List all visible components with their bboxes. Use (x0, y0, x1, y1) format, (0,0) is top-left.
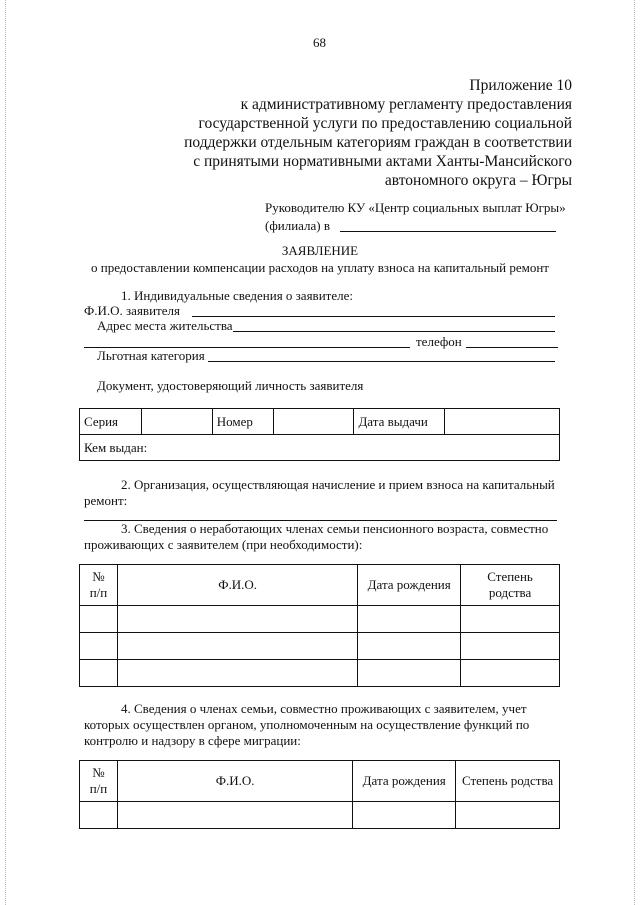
appendix-line: поддержки отдельным категориям граждан в соответствии (184, 134, 572, 151)
table-row (80, 802, 560, 829)
addressee-line-2: (филиала) в (265, 218, 331, 233)
id-document-table (79, 408, 560, 461)
benefit-category-label: Льготная категория (97, 348, 205, 363)
cell[interactable] (117, 633, 357, 660)
id-document-label: Документ, удостоверяющий личность заявителя (97, 378, 364, 393)
phone-label: телефон (416, 334, 462, 349)
benefit-category-field[interactable] (208, 361, 555, 362)
page-number: 68 (313, 35, 326, 50)
table-row (80, 660, 560, 687)
cell[interactable] (80, 660, 118, 687)
address-label: Адрес места жительства (97, 318, 233, 333)
cell[interactable] (117, 802, 352, 829)
scan-edge-left (5, 0, 6, 905)
appendix-line: к административному регламенту предоставления (240, 96, 572, 113)
addressee-line-1: Руководителю КУ «Центр социальных выплат Югры» (265, 200, 566, 215)
cell[interactable] (461, 606, 560, 633)
section-4-line-3: контролю и надзору в сфере миграции: (84, 733, 301, 748)
header-birth-date: Дата рождения (353, 761, 456, 802)
section-2-line-1: 2. Организация, осуществляющая начисление и прием взноса на капитальный (121, 477, 555, 492)
appendix-line: автономного округа – Югры (384, 172, 572, 189)
cell[interactable] (353, 802, 456, 829)
document-title: ЗАЯВЛЕНИЕ (281, 243, 359, 258)
header-num-line-1: № (92, 569, 105, 584)
cell[interactable] (461, 660, 560, 687)
header-birth-date: Дата рождения (358, 565, 461, 606)
section-4-line-1: 4. Сведения о членах семьи, совместно проживающих с заявителем, учет (121, 701, 527, 716)
header-num-line-2: п/п (89, 585, 108, 600)
cell[interactable] (358, 606, 461, 633)
cell[interactable] (358, 660, 461, 687)
cell[interactable] (80, 633, 118, 660)
scan-edge-right (634, 0, 635, 905)
header-num-line-1: № (92, 765, 105, 780)
header-fio: Ф.И.О. (117, 565, 357, 606)
appendix-title: Приложение 10 (469, 77, 572, 94)
header-fio: Ф.И.О. (117, 761, 352, 802)
header-relation: Степень родства (461, 565, 560, 606)
cell[interactable] (456, 802, 560, 829)
section-3-line-2: проживающих с заявителем (при необходимости): (84, 537, 363, 552)
section-2-line-2: ремонт: (84, 493, 128, 508)
header-num (80, 761, 118, 802)
cell[interactable] (80, 802, 118, 829)
table-header-row (80, 565, 560, 606)
pensioner-family-table (79, 564, 560, 687)
section-1-title: 1. Индивидуальные сведения о заявителе: (121, 288, 353, 303)
number-cell[interactable] (273, 409, 354, 435)
appendix-line: государственной услуги по предоставлению социальной (198, 115, 572, 132)
number-label: Номер (212, 409, 273, 435)
section-4-line-2: которых осуществлен органом, уполномоченным на осуществление функций по (84, 717, 530, 732)
cell[interactable] (461, 633, 560, 660)
table-row (80, 606, 560, 633)
migration-family-table (79, 760, 560, 829)
header-num (80, 565, 118, 606)
cell[interactable] (80, 606, 118, 633)
table-row (80, 633, 560, 660)
cell[interactable] (117, 660, 357, 687)
appendix-line: с принятыми нормативными актами Ханты-Мансийского (193, 153, 572, 170)
addressee-branch-field[interactable] (340, 231, 556, 232)
header-num-line-2: п/п (89, 781, 108, 796)
section-3-line-1: 3. Сведения о неработающих членах семьи пенсионного возраста, совместно (121, 521, 549, 536)
header-relation: Степень родства (456, 761, 560, 802)
series-label: Серия (80, 409, 142, 435)
series-cell[interactable] (141, 409, 212, 435)
cell[interactable] (358, 633, 461, 660)
address-field[interactable] (233, 331, 555, 332)
applicant-fio-field[interactable] (192, 316, 555, 317)
issue-date-cell[interactable] (445, 409, 560, 435)
issued-by-label: Кем выдан: (84, 439, 148, 455)
table-header-row (80, 761, 560, 802)
issued-by-cell[interactable] (80, 435, 560, 461)
applicant-fio-label: Ф.И.О. заявителя (84, 303, 180, 318)
table-row (80, 409, 560, 435)
phone-field[interactable] (466, 347, 558, 348)
table-row (80, 435, 560, 461)
document-subtitle: о предоставлении компенсации расходов на уплату взноса на капитальный ремонт (90, 260, 549, 275)
issue-date-label: Дата выдачи (354, 409, 445, 435)
cell[interactable] (117, 606, 357, 633)
